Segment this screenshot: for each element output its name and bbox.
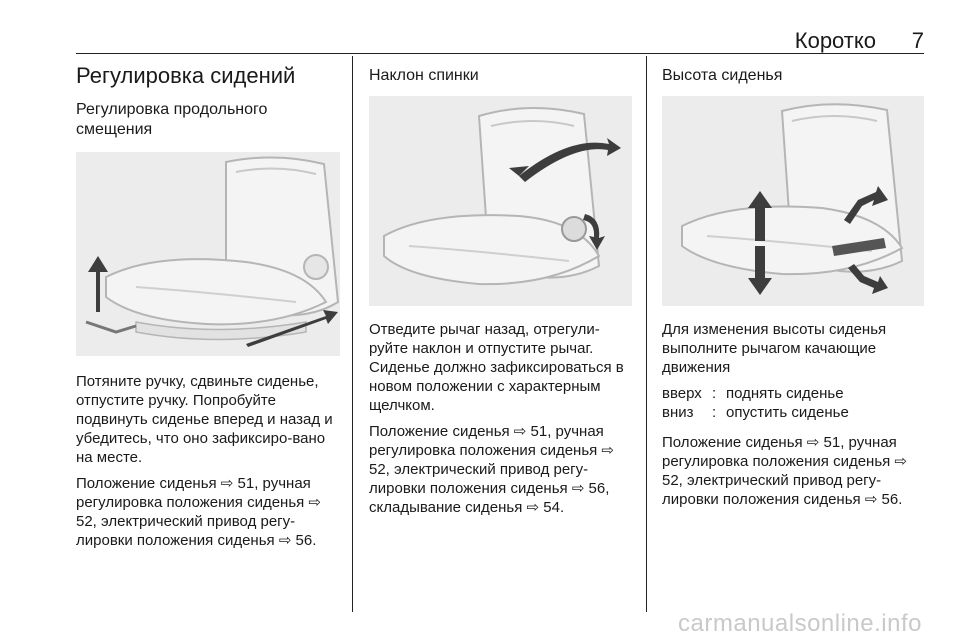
definition-list (662, 384, 924, 422)
definition-description: опустить сиденье (726, 404, 849, 421)
section-title: Регулировка сидений (76, 63, 296, 88)
column-3-text (662, 320, 924, 516)
instruction-text: Отведите рычаг назад, отрегули-руйте наклон и отпустите рычаг. Сиденье должно зафиксироваться в новом положении с характерным щелчком. (369, 321, 624, 414)
watermark: carmanualsonline.info (678, 610, 922, 637)
column-divider (646, 56, 647, 612)
header-rule (76, 53, 924, 54)
chapter-title: Коротко (794, 28, 876, 53)
seat-longitudinal-illustration (76, 152, 340, 356)
instruction-text: Потяните ручку, сдвиньте сиденье, отпустите ручку. Попробуйте подвинуть сиденье вперед и назад и убедитесь, что оно зафиксиро-вано на месте. (76, 373, 333, 466)
definition-term: вверх (662, 385, 702, 402)
definition-separator: : (712, 385, 717, 402)
subsection-title: Наклон спинки (369, 67, 479, 84)
definition-row (662, 384, 924, 403)
cross-reference-text: Положение сиденья ⇨ 51, ручная регулировка положения сиденья ⇨ 52, электрический привод регу-лировки положения сиденья ⇨ 56, складывание сиденья ⇨ 54. (369, 423, 615, 516)
cross-reference-text: Положение сиденья ⇨ 51, ручная регулировка положения сиденья ⇨ 52, электрический привод регу-лировки положения сиденья ⇨ 56. (76, 475, 322, 549)
subsection-title: Высота сиденья (662, 67, 783, 84)
column-seat-longitudinal (76, 60, 340, 140)
instruction-text: Для изменения высоты сиденья выполните рычагом качающие движения (662, 321, 887, 376)
definition-row (662, 403, 924, 422)
page-number: 7 (911, 28, 924, 53)
subsection-title: Регулировка продольного смещения (76, 101, 268, 138)
column-seat-height (662, 60, 924, 86)
column-backrest-tilt (369, 60, 632, 86)
backrest-tilt-illustration (369, 96, 632, 306)
seat-height-illustration (662, 96, 924, 306)
column-1-text (76, 372, 340, 557)
column-2-text (369, 320, 632, 524)
cross-reference-text: Положение сиденья ⇨ 51, ручная регулировка положения сиденья ⇨ 52, электрический привод регу-лировки положения сиденья ⇨ 56. (662, 434, 908, 508)
column-divider (352, 56, 353, 612)
page-header (76, 28, 924, 54)
definition-separator: : (712, 404, 717, 421)
definition-description: поднять сиденье (726, 385, 844, 402)
definition-term: вниз (662, 404, 694, 421)
